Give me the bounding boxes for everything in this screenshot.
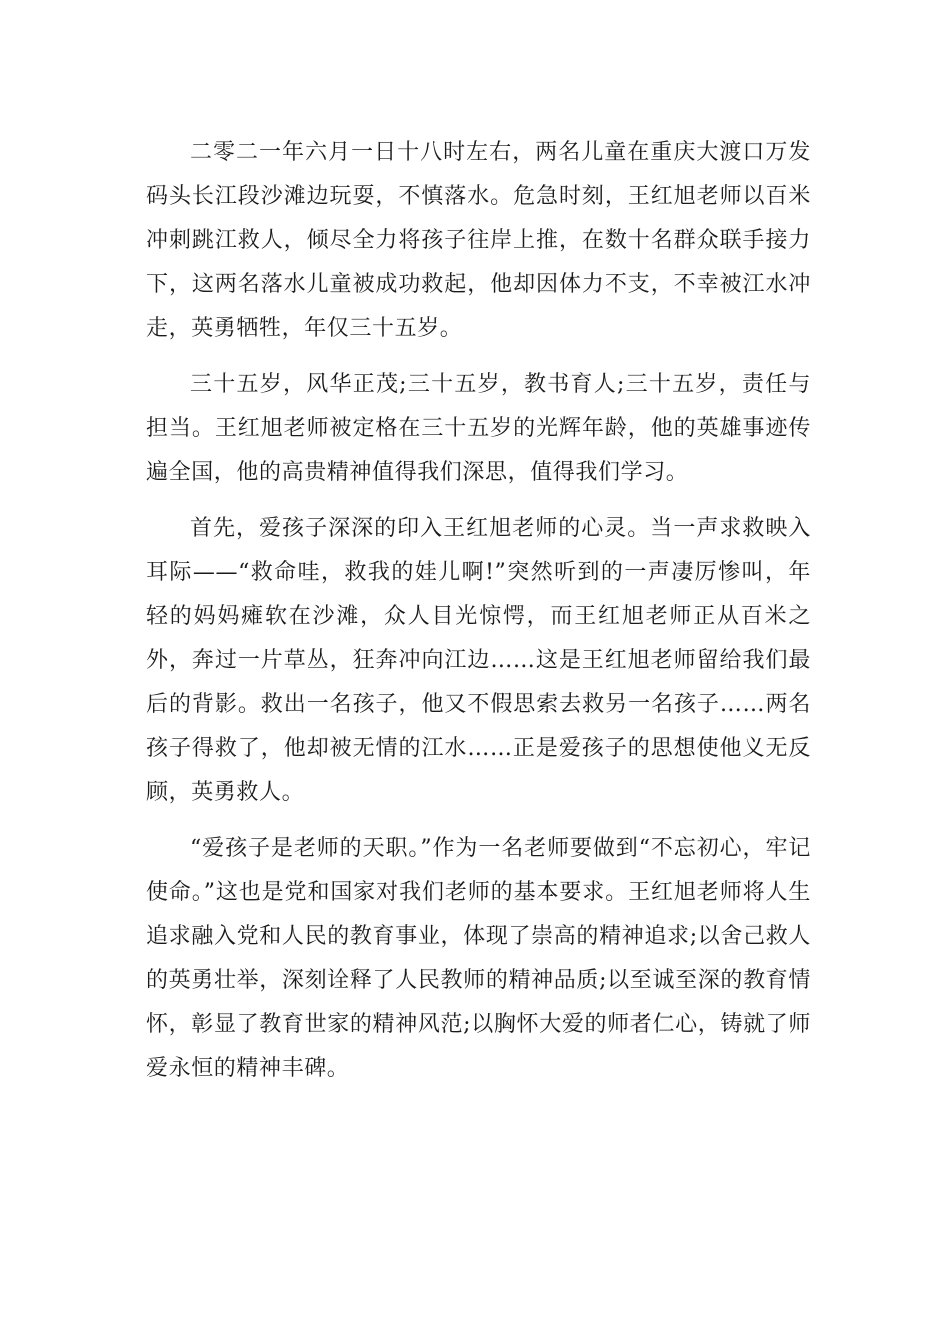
paragraph-1: 二零二一年六月一日十八时左右，两名儿童在重庆大渡口万发码头长江段沙滩边玩耍，不慎落水。危急时刻，王红旭老师以百米冲刺跳江救人，倾尽全力将孩子往岸上推，在数十名群众联手接力下，这两名落水儿童被成功救起，他却因体力不支，不幸被江水冲走，英勇牺牲，年仅三十五岁。 — [146, 140, 811, 341]
paragraph-4: “爱孩子是老师的天职。”作为一名老师要做到“不忘初心，牢记使命。”这也是党和国家对我们老师的基本要求。王红旭老师将人生追求融入党和人民的教育事业，体现了崇高的精神追求;以舍己救人的英勇壮举，深刻诠释了人民教师的精神品质;以至诚至深的教育情怀，彰显了教育世家的精神风范;以胸怀大爱的师者仁心，铸就了师爱永恒的精神丰碑。 — [146, 836, 811, 1081]
document-body — [146, 131, 811, 1103]
paragraph-2: 三十五岁，风华正茂;三十五岁，教书育人;三十五岁，责任与担当。王红旭老师被定格在三十五岁的光辉年龄，他的英雄事迹传遍全国，他的高贵精神值得我们深思，值得我们学习。 — [146, 372, 811, 485]
paragraph-3: 首先，爱孩子深深的印入王红旭老师的心灵。当一声求救映入耳际——“救命哇，救我的娃儿啊!”突然听到的一声凄厉惨叫，年轻的妈妈瘫软在沙滩，众人目光惊愕，而王红旭老师正从百米之外，奔过一片草丛，狂奔冲向江边……这是王红旭老师留给我们最后的背影。救出一名孩子，他又不假思索去救另一名孩子……两名孩子得救了，他却被无情的江水……正是爱孩子的思想使他义无反顾，英勇救人。 — [146, 516, 811, 805]
